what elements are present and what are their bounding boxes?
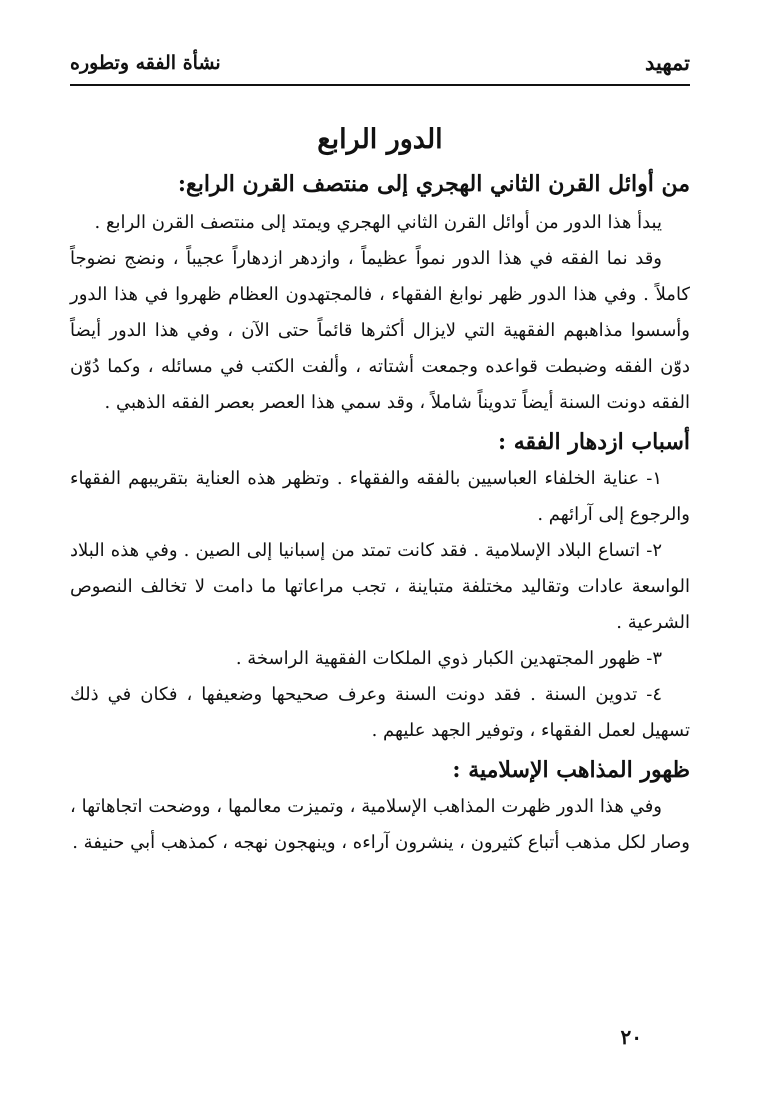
page-number: ٢٠ [620, 1025, 642, 1049]
schools-paragraph: وفي هذا الدور ظهرت المذاهب الإسلامية ، وتميزت معالمها ، ووضحت اتجاهاتها ، وصار لكل مذهب أتباع كثيرون ، ينشرون آراءه ، وينهجون نهجه ، كمذهب أبي حنيفة . [70, 796, 690, 853]
schools-heading: ظهور المذاهب الإسلامية : [452, 757, 690, 783]
cause-item: ٢- اتساع البلاد الإسلامية . فقد كانت تمتد من إسبانيا إلى الصين . وفي هذه البلاد الواسعة عادات وتقاليد مختلفة متباينة ، تجب مراعاتها ما دامت لا تخالف النصوص الشرعية . [70, 540, 690, 633]
intro-paragraph: يبدأ هذا الدور من أوائل القرن الثاني الهجري ويمتد إلى منتصف القرن الرابع . [94, 212, 662, 233]
causes-heading: أسباب ازدهار الفقه : [497, 429, 690, 455]
intro-paragraph: وقد نما الفقه في هذا الدور نمواً عظيماً ، وازدهر ازدهاراً عجيباً ، ونضج نضوجاً كاملاً . وفي هذا الدور ظهر نوابغ الفقهاء ، فالمجتهدون العظام ظهروا في هذا الدور وأسسوا مذاهبهم الفقهية التي لايزال أكثرها قائماً حتى الآن ، وفي هذا الدور أيضاً دوّن الفقه وضبطت قواعده وجمعت أشتاته ، وألفت الكتب في مسائله ، وكما دُوّن الفقه دونت السنة أيضاً تدويناً شاملاً ، وقد سمي هذا العصر بعصر الفقه الذهبي . [70, 248, 690, 413]
page-body [70, 112, 690, 861]
section-title: الدور الرابع [317, 124, 443, 155]
running-header [70, 44, 690, 86]
cause-item: ٣- ظهور المجتهدين الكبار ذوي الملكات الفقهية الراسخة . [235, 648, 662, 669]
cause-item: ١- عناية الخلفاء العباسيين بالفقه والفقهاء . وتظهر هذه العناية بتقريبهم الفقهاء والرجوع إلى آرائهم . [70, 468, 690, 525]
section-subtitle: من أوائل القرن الثاني الهجري إلى منتصف القرن الرابع: [177, 171, 690, 197]
cause-item: ٤- تدوين السنة . فقد دونت السنة وعرف صحيحها وضعيفها ، فكان في ذلك تسهيل لعمل الفقهاء ، وتوفير الجهد عليهم . [70, 684, 690, 741]
topic-title: نشأة الفقه وتطوره [70, 52, 221, 74]
chapter-title: تمهيد [644, 50, 690, 75]
